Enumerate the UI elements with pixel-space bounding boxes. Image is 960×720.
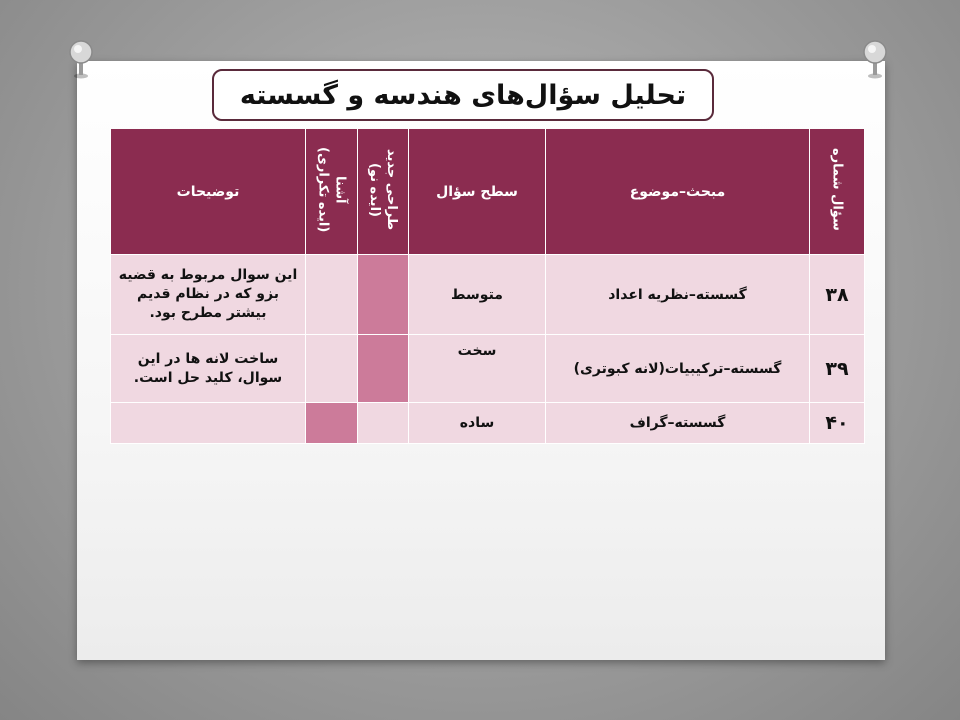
- header-description-label: توضیحات: [176, 183, 240, 200]
- pushpin-icon: [66, 40, 96, 80]
- row-number: ۳۹: [810, 335, 865, 403]
- header-new-design: [358, 129, 409, 255]
- row-new-design-mark: [358, 403, 409, 444]
- row-familiar-mark: [306, 403, 358, 444]
- header-familiar-line1: آشنا: [332, 175, 348, 204]
- row-level: متوسط: [409, 255, 546, 335]
- table-row: [111, 255, 865, 335]
- header-new-design-label: [366, 149, 400, 230]
- row-familiar-mark: [306, 255, 358, 335]
- analysis-table: [110, 129, 865, 444]
- row-familiar-mark: [306, 335, 358, 403]
- row-new-design-mark: [358, 255, 409, 335]
- pushpin-icon: [860, 40, 890, 80]
- table-row: [111, 335, 865, 403]
- row-level: سخت: [409, 335, 546, 403]
- header-topic: [546, 129, 810, 255]
- header-familiar: [306, 129, 358, 255]
- row-description: [111, 403, 306, 444]
- header-new-design-line2: (ایده نو): [367, 162, 382, 217]
- row-description: ساخت لانه ها در این سوال، کلید حل است.: [111, 335, 306, 403]
- header-level: [409, 129, 546, 255]
- table-row: [111, 403, 865, 444]
- row-new-design-mark: [358, 335, 409, 403]
- table-header-row: [111, 129, 865, 255]
- row-description: این سوال مربوط به قضیه بزو که در نظام قدیم بیشتر مطرح بود.: [111, 255, 306, 335]
- header-level-label: سطح سؤال: [436, 183, 518, 200]
- header-familiar-label: [315, 147, 349, 232]
- slide-title: تحلیل سؤال‌های هندسه و گسسته: [239, 79, 687, 111]
- header-familiar-line2: (ایده تکراری): [315, 146, 331, 233]
- row-level: ساده: [409, 403, 546, 444]
- row-number: ۳۸: [810, 255, 865, 335]
- title-box: [212, 69, 714, 121]
- row-topic: گسسته–ترکیبیات(لانه کبوتری): [546, 335, 810, 403]
- header-new-design-line1: طراحی جدید: [384, 148, 399, 231]
- row-topic: گسسته–گراف: [546, 403, 810, 444]
- header-number-label: سؤال شماره: [829, 148, 845, 231]
- header-number: [810, 129, 865, 255]
- header-topic-label: مبحث–موضوع: [629, 183, 726, 200]
- row-topic: گسسته–نظریه اعداد: [546, 255, 810, 335]
- row-number: ۴۰: [810, 403, 865, 444]
- header-description: [111, 129, 306, 255]
